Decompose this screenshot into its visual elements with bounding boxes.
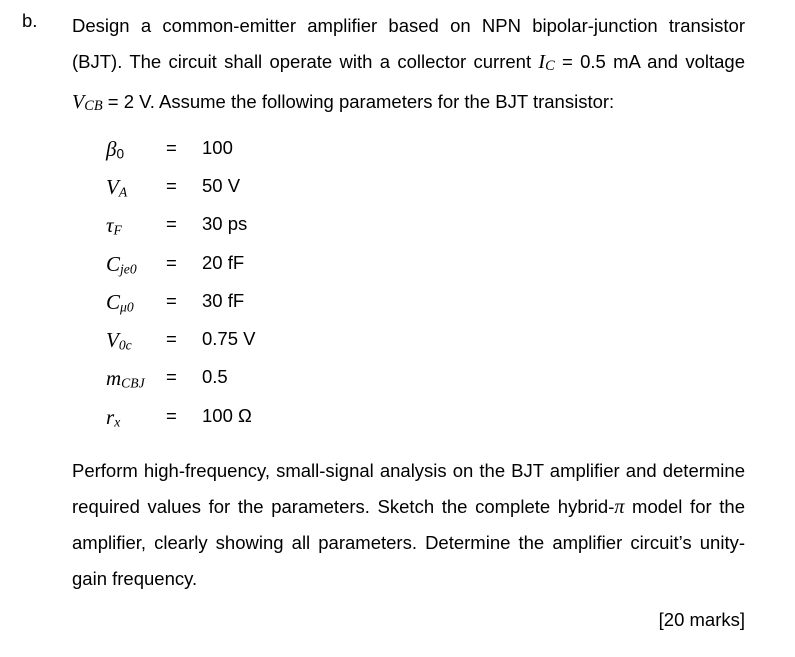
pi-symbol: π bbox=[614, 496, 625, 518]
question-intro bbox=[72, 8, 745, 124]
param-row-va bbox=[0, 175, 400, 205]
param-symbol: mCBJ bbox=[106, 366, 145, 391]
param-row-cje0 bbox=[0, 252, 400, 282]
param-value: 30 ps bbox=[202, 213, 248, 234]
equals-sign: = bbox=[166, 137, 177, 158]
analysis-text-2: model for the amplifier, clearly showing all parameters. Determine the amplifier circuit’s unity-gain frequency. bbox=[72, 496, 745, 589]
param-value: 0.75 V bbox=[202, 328, 256, 349]
param-row-beta0 bbox=[0, 137, 400, 167]
analysis-instructions bbox=[72, 453, 745, 597]
param-row-mcbj bbox=[0, 366, 400, 396]
marks-label: [20 marks] bbox=[658, 609, 745, 630]
vcb-symbol: VCB bbox=[72, 91, 103, 115]
param-symbol: β0 bbox=[106, 137, 125, 162]
intro-text-1: Design a common-emitter amplifier based on NPN bipolar-junction transistor (BJT). The circuit shall operate with a collector current bbox=[72, 15, 745, 72]
param-value: 0.5 bbox=[202, 366, 228, 387]
param-symbol: Cμ0 bbox=[106, 290, 134, 315]
param-symbol: Cje0 bbox=[106, 252, 137, 277]
param-symbol: VA bbox=[106, 175, 128, 200]
collector-current-symbol: IC bbox=[538, 51, 555, 75]
equals-sign: = bbox=[166, 328, 177, 349]
param-symbol: τF bbox=[106, 213, 122, 238]
equals-sign: = bbox=[166, 175, 177, 196]
equals-sign: = bbox=[166, 252, 177, 273]
param-value: 50 V bbox=[202, 175, 241, 196]
intro-text-3: = 2 V. Assume the following parameters for the BJT transistor: bbox=[102, 91, 615, 113]
equals-sign: = bbox=[166, 405, 177, 426]
intro-text-2: = 0.5 mA and voltage bbox=[554, 51, 745, 72]
question-label: b. bbox=[22, 10, 38, 31]
equals-sign: = bbox=[166, 290, 177, 311]
equals-sign: = bbox=[166, 213, 177, 234]
param-row-rx bbox=[0, 405, 400, 435]
param-row-tauf bbox=[0, 213, 400, 243]
param-value: 100 Ω bbox=[202, 405, 252, 426]
analysis-text-1: Perform high-frequency, small-signal analysis on the BJT amplifier and determine required values for the parameters. Sketch the complete hybrid- bbox=[72, 460, 745, 517]
param-value: 20 fF bbox=[202, 252, 245, 273]
param-value: 100 bbox=[202, 137, 233, 158]
param-symbol: rx bbox=[106, 405, 121, 430]
param-row-cmu0 bbox=[0, 290, 400, 320]
equals-sign: = bbox=[166, 366, 177, 387]
param-symbol: V0c bbox=[106, 328, 132, 353]
param-row-v0c bbox=[0, 328, 400, 358]
param-value: 30 fF bbox=[202, 290, 245, 311]
